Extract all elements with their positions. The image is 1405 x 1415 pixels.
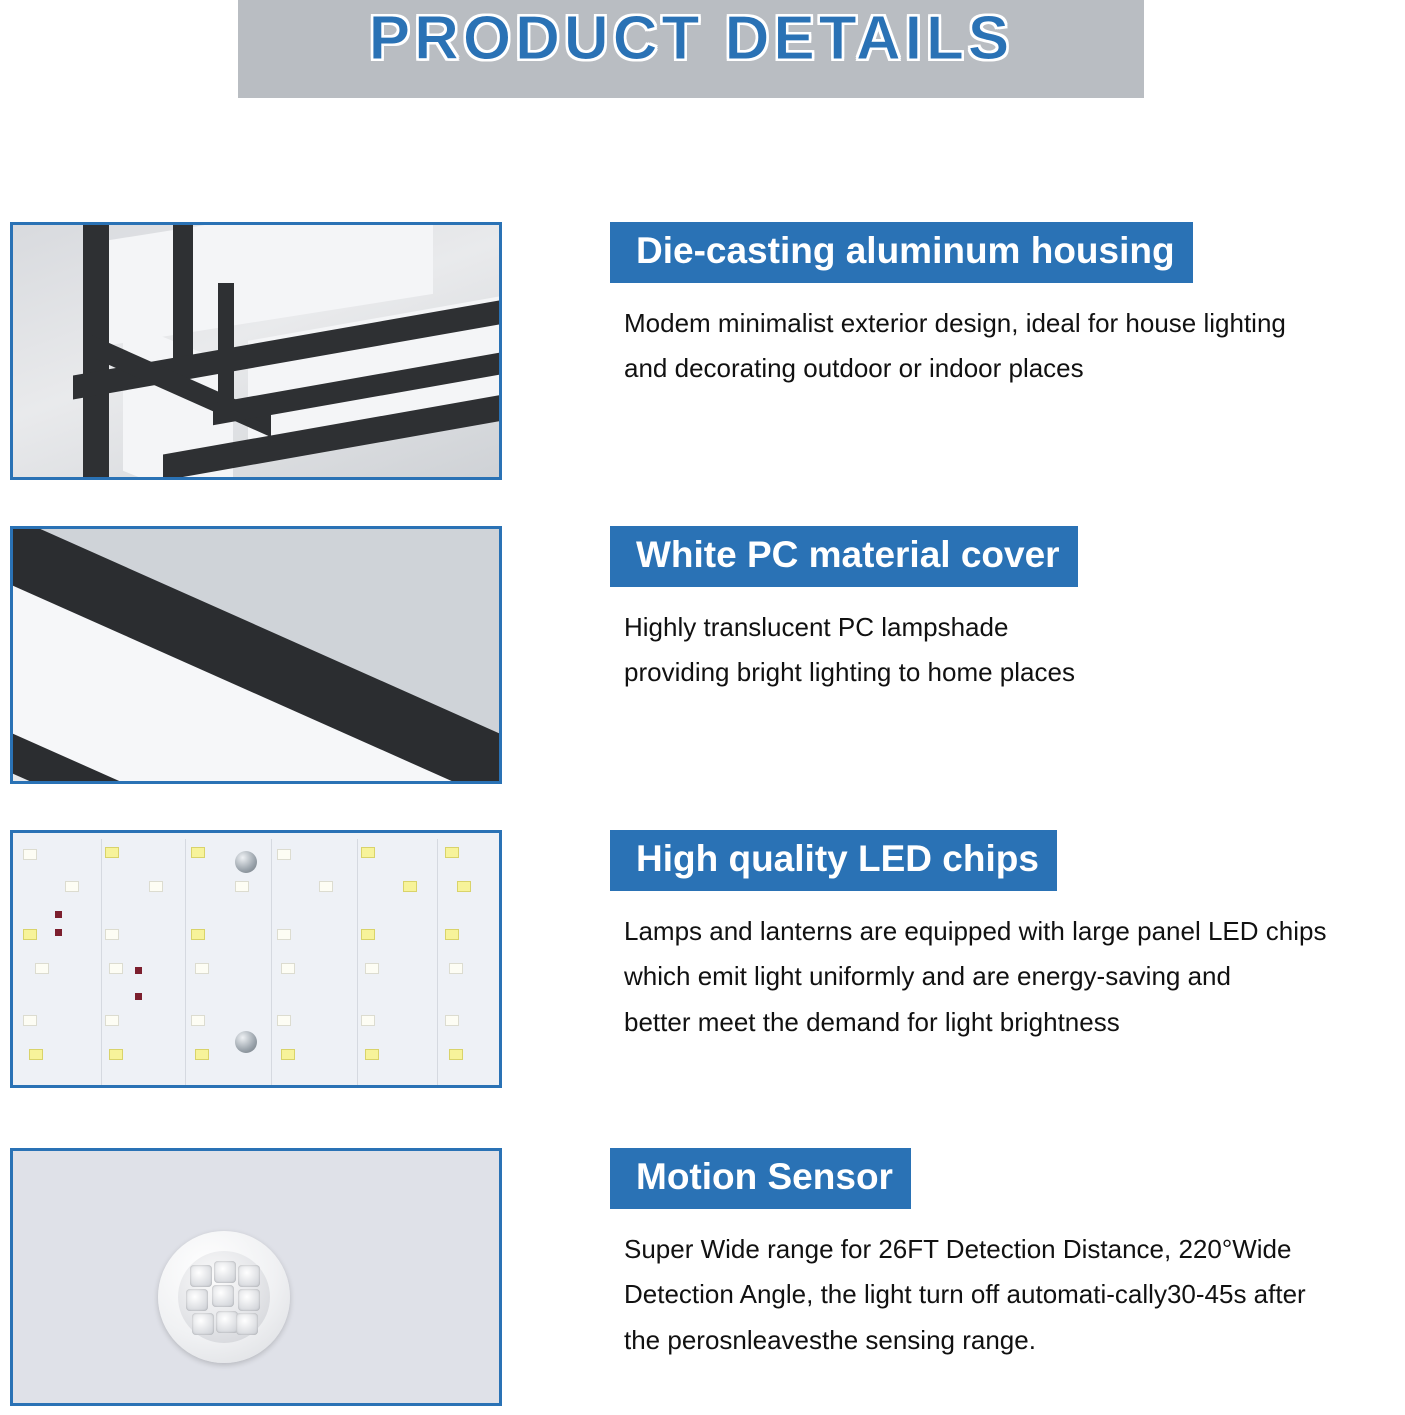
feature-text-1 <box>610 222 1370 392</box>
feature-body-3 <box>610 909 1370 1046</box>
pcb-trace <box>357 839 358 1085</box>
feature-body-4-line-1: Super Wide range for 26FT Detection Distance, 220°Wide <box>624 1233 1292 1264</box>
led-chip <box>105 929 119 940</box>
led-chip <box>361 1015 375 1026</box>
feature-body-3-line-2: which emit light uniformly and are energy-saving and <box>624 961 1231 992</box>
sensor-facet <box>238 1289 260 1311</box>
sensor-facet <box>216 1311 238 1333</box>
led-chip <box>361 929 375 940</box>
led-chip <box>191 847 205 858</box>
led-chip <box>457 881 471 892</box>
solder-pad <box>135 967 142 974</box>
sensor-facet <box>236 1313 258 1335</box>
feature-body-2 <box>610 605 1370 696</box>
motion-sensor-photo <box>10 1148 502 1406</box>
feature-body-1 <box>610 301 1370 392</box>
led-chip <box>191 1015 205 1026</box>
led-chip <box>281 1049 295 1060</box>
photo-background <box>13 833 499 1085</box>
feature-body-1-line-2: and decorating outdoor or indoor places <box>624 353 1084 384</box>
led-chip <box>365 963 379 974</box>
sensor-facet <box>186 1289 208 1311</box>
screw-hole <box>235 851 257 873</box>
led-chip <box>277 849 291 860</box>
pcb-trace <box>101 839 102 1085</box>
led-chip <box>235 881 249 892</box>
led-chip <box>281 963 295 974</box>
feature-body-3-line-1: Lamps and lanterns are equipped with large panel LED chips <box>624 915 1327 946</box>
led-chip <box>403 881 417 892</box>
led-chip <box>23 1015 37 1026</box>
led-chip <box>277 1015 291 1026</box>
feature-body-2-line-1: Highly translucent PC lampshade <box>624 611 1009 642</box>
led-chip <box>449 963 463 974</box>
led-board-photo <box>10 830 502 1088</box>
solder-pad <box>55 929 62 936</box>
solder-pad <box>55 911 62 918</box>
led-chip <box>277 929 291 940</box>
led-chip <box>319 881 333 892</box>
led-chip <box>65 881 79 892</box>
led-chip <box>449 1049 463 1060</box>
led-chip <box>365 1049 379 1060</box>
sensor-housing <box>158 1231 290 1363</box>
feature-body-4-line-3: the perosnleavesthe sensing range. <box>624 1324 1036 1355</box>
led-chip <box>445 929 459 940</box>
led-chip <box>445 1015 459 1026</box>
sensor-facet <box>190 1265 212 1287</box>
feature-body-4 <box>610 1227 1370 1364</box>
led-chip <box>191 929 205 940</box>
led-chip <box>361 847 375 858</box>
sensor-facet <box>192 1313 214 1335</box>
page-title: PRODUCT DETAILS <box>368 4 1014 73</box>
feature-body-2-line-2: providing bright lighting to home places <box>624 657 1075 688</box>
led-chip <box>445 847 459 858</box>
led-chip <box>109 963 123 974</box>
led-chip <box>109 1049 123 1060</box>
sensor-facet <box>214 1261 236 1283</box>
led-chip <box>195 963 209 974</box>
pc-cover-photo <box>10 526 502 784</box>
led-chip <box>29 1049 43 1060</box>
led-chip <box>35 963 49 974</box>
pcb-trace <box>437 839 438 1085</box>
led-chip <box>105 1015 119 1026</box>
feature-body-3-line-3: better meet the demand for light brightness <box>624 1006 1120 1037</box>
led-chip <box>105 847 119 858</box>
feature-title-2: White PC material cover <box>610 526 1078 587</box>
feature-body-4-line-2: Detection Angle, the light turn off automati-cally30-45s after <box>624 1279 1306 1310</box>
sensor-dome <box>178 1251 270 1343</box>
led-chip <box>23 849 37 860</box>
feature-text-3 <box>610 830 1370 1045</box>
sensor-facet <box>212 1285 234 1307</box>
pcb-trace <box>185 839 186 1085</box>
feature-title-1: Die-casting aluminum housing <box>610 222 1193 283</box>
fixture-corner-photo <box>10 222 502 480</box>
feature-title-4: Motion Sensor <box>610 1148 911 1209</box>
feature-title-3: High quality LED chips <box>610 830 1057 891</box>
feature-text-4 <box>610 1148 1370 1363</box>
sensor-facet <box>238 1265 260 1287</box>
feature-text-2 <box>610 526 1370 696</box>
led-chip <box>23 929 37 940</box>
led-chip <box>195 1049 209 1060</box>
pcb-trace <box>271 839 272 1085</box>
solder-pad <box>135 993 142 1000</box>
screw-hole <box>235 1031 257 1053</box>
frame-bar-inner <box>173 225 193 365</box>
frame-corner-post <box>218 283 234 403</box>
led-chip <box>149 881 163 892</box>
feature-body-1-line-1: Modem minimalist exterior design, ideal for house lighting <box>624 307 1286 338</box>
